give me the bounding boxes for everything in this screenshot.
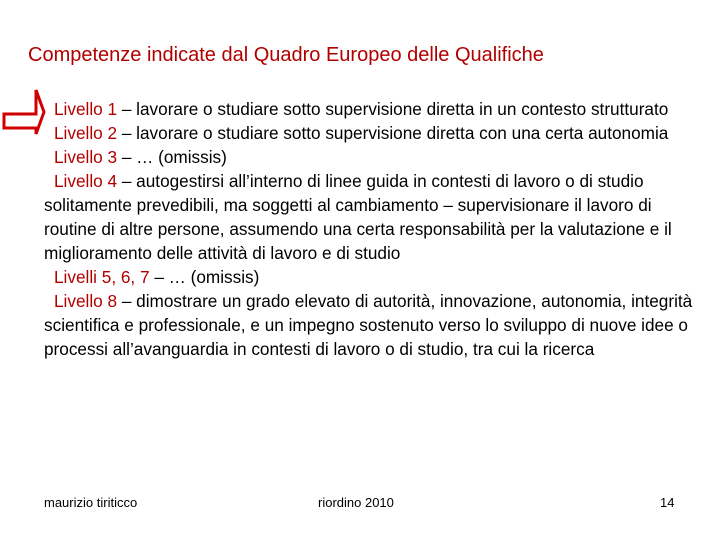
level-description: – autogestirsi all’interno di linee guida in contesti di lavoro o di studio solitamente prevedibili, ma soggetti al cambiamento – supervisionare il lavoro di routine di altre persone, assumendo una certa responsabilità per la valutazione e il miglioramento delle attività di lavoro e di studio xyxy=(44,171,672,263)
level-description: – … (omissis) xyxy=(149,267,260,287)
footer-center-text: riordino 2010 xyxy=(318,495,394,510)
level-label: Livello 8 xyxy=(54,291,118,311)
arrow-outline-icon xyxy=(2,88,46,136)
level-label: Livelli 5, 6, 7 xyxy=(54,267,150,287)
level-item-2 xyxy=(44,121,694,145)
level-item-1 xyxy=(44,97,694,121)
slide-title: Competenze indicate dal Quadro Europeo delle Qualifiche xyxy=(28,44,544,66)
level-label: Livello 1 xyxy=(54,99,118,119)
level-label: Livello 3 xyxy=(54,147,118,167)
level-item-8 xyxy=(44,289,694,361)
page-number: 14 xyxy=(660,495,675,510)
level-description: – lavorare o studiare sotto supervisione diretta in un contesto strutturato xyxy=(117,99,669,119)
level-description: – … (omissis) xyxy=(117,147,227,167)
competence-levels-list xyxy=(44,97,694,361)
level-item-3 xyxy=(44,145,694,169)
level-label: Livello 2 xyxy=(54,123,118,143)
level-item-4 xyxy=(44,169,694,265)
level-description: – lavorare o studiare sotto supervisione diretta con una certa autonomia xyxy=(117,123,669,143)
footer-author: maurizio tiriticco xyxy=(44,495,138,510)
level-label: Livello 4 xyxy=(54,171,118,191)
level-item-5-7 xyxy=(44,265,694,289)
level-description: – dimostrare un grado elevato di autorità, innovazione, autonomia, integrità scientifica e professionale, e un impegno sostenuto verso lo sviluppo di nuove idee o processi all’avanguardia in contesti di lavoro o di studio, tra cui la ricerca xyxy=(44,291,693,359)
